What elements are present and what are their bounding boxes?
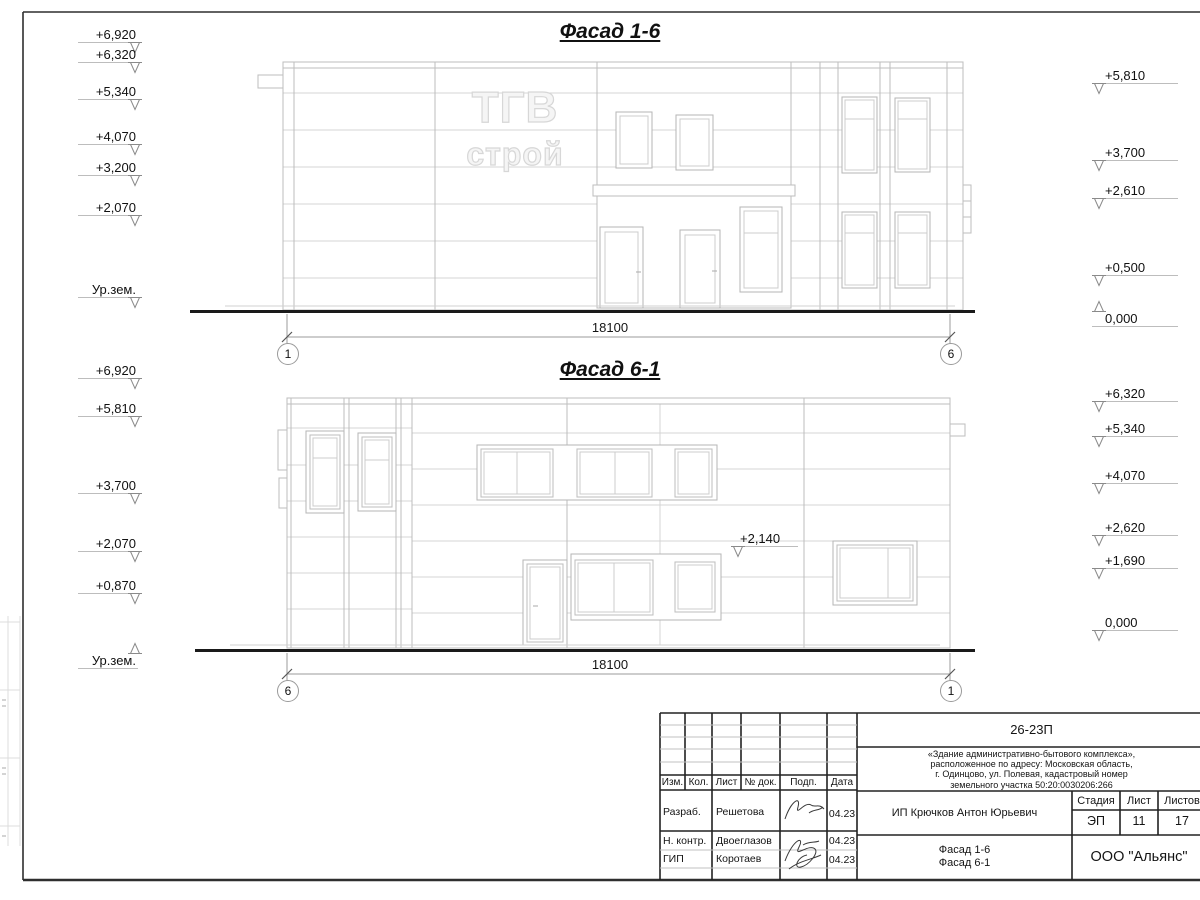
doc-number: 26-23П	[1010, 722, 1053, 737]
column-header-doc: № док.	[744, 777, 777, 788]
elevation-mark	[1092, 145, 1178, 161]
person-name: Двоеглазов	[716, 835, 772, 847]
signature	[785, 801, 824, 869]
elevation-value: +3,200	[95, 160, 136, 175]
project-description	[860, 749, 1200, 790]
level-mark-down-icon	[128, 416, 142, 430]
level-mark-down-icon	[1092, 630, 1106, 644]
level-mark-down-icon	[128, 215, 142, 229]
facade-title: Фасад 6-1	[559, 358, 661, 381]
elevation-mark	[731, 531, 798, 547]
elevation-value: +4,070	[1105, 468, 1146, 483]
date-value: 04.23	[828, 808, 856, 820]
level-mark-down-icon	[1092, 198, 1106, 212]
level-mark-down-icon	[128, 175, 142, 189]
person-name: Решетова	[716, 806, 765, 818]
dimension-label: 18100	[591, 657, 629, 672]
column-header-date: Дата	[830, 777, 854, 788]
description-line: «Здание административно-бытового комплекса»,	[927, 749, 1136, 759]
axis-marker: 1	[277, 343, 299, 365]
elevation-mark	[78, 160, 138, 176]
elevation-value: +2,070	[95, 536, 136, 551]
elevation-value: +5,810	[95, 401, 136, 416]
stage-header: Стадия	[1077, 795, 1115, 807]
level-mark-down-icon	[1092, 436, 1106, 450]
facade-6-1-drawing	[195, 398, 975, 684]
elevation-mark	[1092, 183, 1178, 199]
axis-marker: 1	[940, 680, 962, 702]
description-line: г. Одинцово, ул. Полевая, кадастровый номер	[935, 769, 1128, 780]
description-line: расположенное по адресу: Московская область,	[930, 759, 1133, 770]
elevation-value: +6,320	[95, 47, 136, 62]
elevation-mark	[78, 200, 138, 216]
axis-marker: 6	[940, 343, 962, 365]
level-mark-down-icon	[1092, 568, 1106, 582]
elevation-mark	[78, 478, 138, 494]
axis-marker: 6	[277, 680, 299, 702]
elevation-value: +6,920	[95, 363, 136, 378]
elevation-value: +5,810	[1105, 68, 1146, 83]
level-mark-down-icon	[1092, 275, 1106, 289]
facade-logo-text: строй	[466, 136, 564, 172]
level-mark-down-icon	[1092, 535, 1106, 549]
date-value: 04.23	[828, 835, 856, 847]
sheets-value: 17	[1175, 814, 1189, 828]
column-header-kol: Кол.	[688, 777, 709, 788]
elevation-mark	[78, 84, 138, 100]
elevation-mark	[1092, 260, 1178, 276]
column-header-list: Лист	[715, 777, 738, 788]
elevation-value: +2,610	[1105, 183, 1146, 198]
description-line: земельного участка 50:20:0030206:266	[950, 779, 1113, 790]
level-mark-down-icon	[128, 99, 142, 113]
sheet-title-line: Фасад 1-6	[938, 844, 991, 856]
facade-logo-text: ТГВ	[471, 83, 559, 132]
elevation-value: +2,620	[1105, 520, 1146, 535]
level-mark-down-icon	[128, 144, 142, 158]
level-mark-down-icon	[731, 546, 745, 560]
client-name: ИП Крючков Антон Юрьевич	[891, 807, 1038, 819]
elevation-mark	[78, 578, 138, 594]
elevation-mark	[1092, 386, 1178, 402]
level-mark-up-icon	[1092, 298, 1106, 312]
elevation-mark	[78, 47, 138, 63]
level-mark-up-icon	[128, 640, 142, 654]
column-header-izm: Изм.	[661, 777, 684, 788]
elevation-value: +3,700	[95, 478, 136, 493]
role-label: Н. контр.	[663, 835, 707, 847]
elevation-value: +6,320	[1105, 386, 1146, 401]
elevation-mark	[78, 536, 138, 552]
level-mark-down-icon	[1092, 83, 1106, 97]
sheet-title	[857, 844, 1072, 870]
person-name: Коротаев	[716, 853, 762, 865]
sheet-title-line: Фасад 6-1	[938, 857, 991, 869]
level-mark-down-icon	[128, 551, 142, 565]
level-mark-down-icon	[1092, 401, 1106, 415]
level-mark-down-icon	[1092, 483, 1106, 497]
stage-value: ЭП	[1087, 814, 1105, 828]
sheets-header: Листов	[1164, 795, 1200, 807]
elevation-value: 0,000	[1105, 311, 1138, 326]
facade-1-6-drawing	[190, 62, 975, 347]
level-mark-down-icon	[1092, 160, 1106, 174]
column-header-sign: Подп.	[790, 777, 817, 788]
role-label: Разраб.	[663, 806, 701, 818]
facade-title: Фасад 1-6	[559, 20, 661, 43]
elevation-value: +2,140	[740, 531, 781, 546]
role-label: ГИП	[663, 853, 684, 865]
elevation-value: +5,340	[1105, 421, 1146, 436]
level-mark-down-icon	[128, 62, 142, 76]
elevation-mark	[78, 653, 138, 669]
elevation-mark	[1092, 421, 1178, 437]
elevation-value: +0,500	[1105, 260, 1146, 275]
elevation-mark	[1092, 311, 1178, 327]
elevation-mark	[1092, 615, 1178, 631]
elevation-value: +2,070	[95, 200, 136, 215]
elevation-value: +1,690	[1105, 553, 1146, 568]
elevation-value: +6,920	[95, 27, 136, 42]
elevation-mark	[1092, 68, 1178, 84]
date-value: 04.23	[828, 854, 856, 866]
organization-name: ООО "Альянс"	[1090, 849, 1188, 865]
dimension-label: 18100	[591, 320, 629, 335]
elevation-value: Ур.зем.	[91, 653, 136, 668]
elevation-value: +5,340	[95, 84, 136, 99]
level-mark-down-icon	[128, 378, 142, 392]
left-margin-table	[0, 616, 20, 846]
level-mark-down-icon	[128, 493, 142, 507]
elevation-mark	[78, 282, 138, 298]
elevation-mark	[78, 129, 138, 145]
elevation-mark	[78, 363, 138, 379]
sheet-header: Лист	[1127, 795, 1151, 807]
elevation-value: 0,000	[1105, 615, 1138, 630]
elevation-value: +3,700	[1105, 145, 1146, 160]
level-mark-down-icon	[128, 297, 142, 311]
elevation-value: +0,870	[95, 578, 136, 593]
sheet-value: 11	[1132, 814, 1146, 828]
level-mark-down-icon	[128, 593, 142, 607]
elevation-mark	[78, 401, 138, 417]
elevation-value: +4,070	[95, 129, 136, 144]
elevation-mark	[1092, 468, 1178, 484]
elevation-mark	[78, 27, 138, 43]
elevation-value: Ур.зем.	[91, 282, 136, 297]
elevation-mark	[1092, 553, 1178, 569]
elevation-mark	[1092, 520, 1178, 536]
